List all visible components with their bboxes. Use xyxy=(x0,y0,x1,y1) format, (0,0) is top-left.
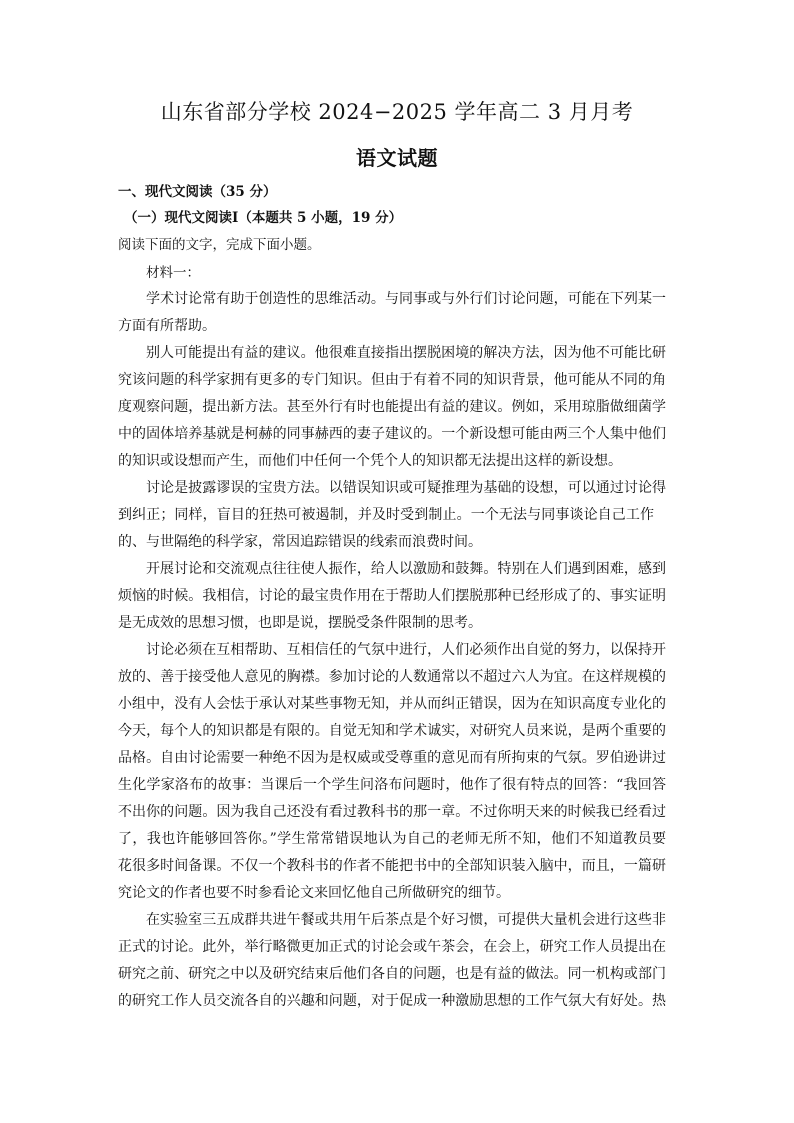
text-line: 是无成效的思想习惯，也即是说，摆脱受条件限制的思考。 xyxy=(118,615,482,631)
section-heading: 一、现代文阅读（35 分） xyxy=(118,184,277,200)
text-line: 放的、善于接受他人意见的胸襟。参加讨论的人数通常以不超过六人为宜。在这样规模的 xyxy=(118,669,666,685)
text-line: 度观察问题，提出新方法。甚至外行有时也能提出有益的建议。例如，采用琼脂做细菌学 xyxy=(118,399,666,415)
subsection-heading: （一）现代文阅读Ⅰ（本题共 5 小题，19 分） xyxy=(124,210,403,226)
text-line: 今天，每个人的知识都是有限的。自觉无知和学术诚实，对研究人员来说，是两个重要的 xyxy=(118,723,666,739)
text-line: 中的固体培养基就是柯赫的同事赫西的妻子建议的。一个新设想可能由两三个人集中他们 xyxy=(118,426,666,442)
text-line: 方面有所帮助。 xyxy=(118,318,216,334)
text-line: 究该问题的科学家拥有更多的专门知识。但由于有着不同的知识背景，他可能从不同的角 xyxy=(118,372,666,388)
text-line: 别人可能提出有益的建议。他很难直接指出摆脱困境的解决方法，因为他不可能比研 xyxy=(146,345,666,361)
text-line: 的、与世隔绝的科学家，常因追踪错误的线索而浪费时间。 xyxy=(118,534,482,550)
text-line: 的知识或设想而产生，而他们中任何一个凭个人的知识都无法提出这样的新设想。 xyxy=(118,453,622,469)
text-line: 烦恼的时候。我相信，讨论的最宝贵作用在于帮助人们摆脱那种已经形成了的、事实证明 xyxy=(118,588,666,604)
text-line: 小组中，没有人会怯于承认对某些事物无知，并从而纠正错误，因为在知识高度专业化的 xyxy=(118,696,666,712)
text-line: 开展讨论和交流观点往往使人振作，给人以激励和鼓舞。特别在人们遇到困难，感到 xyxy=(146,561,666,577)
text-line: 正式的讨论。此外，举行略微更加正式的讨论会或午茶会，在会上，研究工作人员提出在 xyxy=(118,939,666,955)
text-line: 品格。自由讨论需要一种绝不因为是权威或受尊重的意见而有所拘束的气氛。罗伯逊讲过 xyxy=(118,750,666,766)
text-line: 不出你的问题。因为我自己还没有看过教科书的那一章。不过你明天来的时候我已经看过 xyxy=(118,804,666,820)
text-line: 究论文的作者也要不时参看论文来回忆他自己所做研究的细节。 xyxy=(118,885,510,901)
text-line: 生化学家洛布的故事：当课后一个学生问洛布问题时，他作了很有特点的回答：“我回答 xyxy=(118,777,666,793)
text-line: 讨论必须在互相帮助、互相信任的气氛中进行，人们必须作出自觉的努力，以保持开 xyxy=(146,642,666,658)
instruction-text: 阅读下面的文字，完成下面小题。 xyxy=(118,237,321,253)
text-line: 研究之前、研究之中以及研究结束后他们各自的问题，也是有益的做法。同一机构或部门 xyxy=(118,966,666,982)
material-label: 材料一： xyxy=(146,265,200,281)
text-line: 了，我也许能够回答你。”学生常常错误地认为自己的老师无所不知，他们不知道教员要 xyxy=(118,831,666,847)
text-line: 的研究工作人员交流各自的兴趣和问题，对于促成一种激励思想的工作气氛大有好处。热 xyxy=(118,993,666,1009)
text-line: 学术讨论常有助于创造性的思维活动。与同事或与外行们讨论问题，可能在下列某一 xyxy=(146,291,666,307)
exam-subtitle: 语文试题 xyxy=(356,146,438,170)
text-line: 到纠正；同样，盲目的狂热可被遏制，并及时受到制止。一个无法与同事谈论自己工作 xyxy=(118,507,654,523)
text-line: 花很多时间备课。不仅一个教科书的作者不能把书中的全部知识装入脑中，而且，一篇研 xyxy=(118,858,666,874)
text-line: 在实验室三五成群共进午餐或共用午后茶点是个好习惯，可提供大量机会进行这些非 xyxy=(146,912,666,928)
exam-title: 山东省部分学校 2024−2025 学年高二 3 月月考 xyxy=(160,100,634,124)
text-line: 讨论是披露谬误的宝贵方法。以错误知识或可疑推理为基础的设想，可以通过讨论得 xyxy=(146,480,666,496)
